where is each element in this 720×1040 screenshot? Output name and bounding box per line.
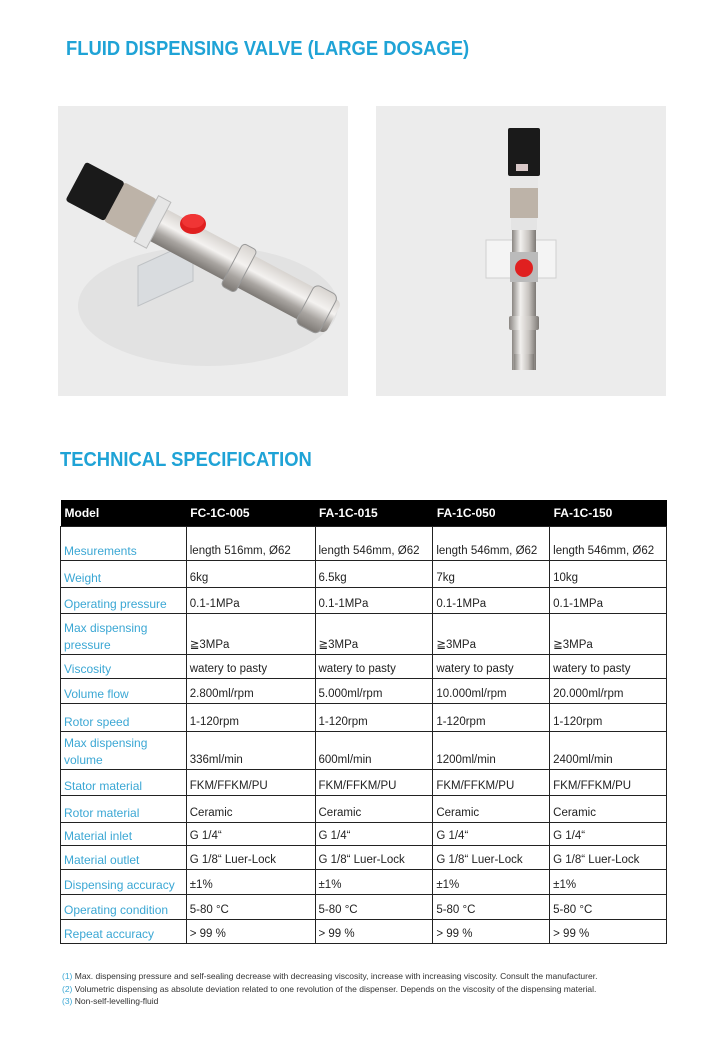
- spec-table: [60, 500, 667, 944]
- footnote: [62, 983, 597, 996]
- footnote-number: (2): [62, 983, 73, 994]
- table-cell: ≧3MPa: [186, 614, 315, 655]
- table-cell: G 1/4“: [315, 823, 433, 846]
- table-cell: FKM/FFKM/PU: [550, 770, 667, 796]
- table-cell: Ceramic: [550, 796, 667, 823]
- table-cell: ≧3MPa: [433, 614, 550, 655]
- table-cell: 5-80 °C: [315, 895, 433, 920]
- table-cell: Ceramic: [315, 796, 433, 823]
- table-row: [61, 796, 667, 823]
- row-label: Repeat accuracy: [61, 920, 187, 944]
- table-row: [61, 895, 667, 920]
- header-cell: FA-1C-015: [315, 500, 433, 527]
- table-cell: > 99 %: [186, 920, 315, 944]
- table-cell: 0.1-1MPa: [315, 588, 433, 614]
- table-cell: 0.1-1MPa: [550, 588, 667, 614]
- table-cell: FKM/FFKM/PU: [315, 770, 433, 796]
- header-cell: Model: [61, 500, 187, 527]
- table-cell: ≧3MPa: [315, 614, 433, 655]
- table-cell: 1-120rpm: [315, 704, 433, 732]
- table-cell: watery to pasty: [550, 655, 667, 679]
- table-cell: FKM/FFKM/PU: [186, 770, 315, 796]
- table-row: [61, 527, 667, 561]
- table-cell: 0.1-1MPa: [433, 588, 550, 614]
- row-label: Rotor speed: [61, 704, 187, 732]
- row-label: Material outlet: [61, 846, 187, 870]
- table-cell: 2.800ml/rpm: [186, 679, 315, 704]
- table-cell: G 1/8“ Luer-Lock: [433, 846, 550, 870]
- row-label: Volume flow: [61, 679, 187, 704]
- table-row: [61, 846, 667, 870]
- table-cell: ±1%: [315, 870, 433, 895]
- row-label: Rotor material: [61, 796, 187, 823]
- footnote-number: (1): [62, 971, 73, 981]
- table-cell: ±1%: [186, 870, 315, 895]
- table-header-row: [61, 500, 667, 527]
- table-cell: 5-80 °C: [186, 895, 315, 920]
- table-cell: 2400ml/min: [550, 732, 667, 770]
- table-cell: 5-80 °C: [550, 895, 667, 920]
- table-row: [61, 588, 667, 614]
- table-cell: G 1/8“ Luer-Lock: [315, 846, 433, 870]
- table-row: [61, 920, 667, 944]
- table-cell: G 1/4“: [186, 823, 315, 846]
- table-cell: G 1/4“: [550, 823, 667, 846]
- row-label: Weight: [61, 561, 187, 588]
- table-cell: length 546mm, Ø62: [550, 527, 667, 561]
- table-cell: 6.5kg: [315, 561, 433, 588]
- table-cell: 10kg: [550, 561, 667, 588]
- row-label: Max dispensing volume: [61, 732, 187, 770]
- spec-table-body: [61, 527, 667, 944]
- table-cell: 7kg: [433, 561, 550, 588]
- footnote-text: Volumetric dispensing as absolute deviation related to one revolution of the dispenser. Depends on the viscosity of the dispensing material.: [72, 983, 597, 994]
- table-cell: ±1%: [433, 870, 550, 895]
- table-cell: ≧3MPa: [550, 614, 667, 655]
- valve-angled-illustration: [58, 106, 348, 396]
- footnote: [62, 970, 597, 983]
- table-cell: Ceramic: [433, 796, 550, 823]
- table-cell: 20.000ml/rpm: [550, 679, 667, 704]
- table-row: [61, 704, 667, 732]
- footnote-number: (3): [62, 996, 73, 1006]
- row-label: Stator material: [61, 770, 187, 796]
- footnote-text: Non-self-levelling-fluid: [72, 996, 159, 1006]
- table-cell: G 1/8“ Luer-Lock: [550, 846, 667, 870]
- table-cell: length 516mm, Ø62: [186, 527, 315, 561]
- row-label: Dispensing accuracy: [61, 870, 187, 895]
- table-cell: 336ml/min: [186, 732, 315, 770]
- table-cell: ±1%: [550, 870, 667, 895]
- row-label: Max dispensing pressure: [61, 614, 187, 655]
- table-cell: length 546mm, Ø62: [433, 527, 550, 561]
- table-cell: 600ml/min: [315, 732, 433, 770]
- table-cell: 1-120rpm: [433, 704, 550, 732]
- row-label: Viscosity: [61, 655, 187, 679]
- footnote-text: Max. dispensing pressure and self-sealing decrease with decreasing viscosity, increase with increasing viscosity. Consult the manufacturer.: [72, 971, 598, 981]
- section-title: TECHNICAL SPECIFICATION: [60, 449, 312, 471]
- page-title: FLUID DISPENSING VALVE (LARGE DOSAGE): [66, 38, 470, 60]
- table-row: [61, 679, 667, 704]
- table-row: [61, 770, 667, 796]
- table-cell: length 546mm, Ø62: [315, 527, 433, 561]
- valve-vertical-illustration: [376, 106, 666, 396]
- row-label: Operating pressure: [61, 588, 187, 614]
- table-cell: watery to pasty: [433, 655, 550, 679]
- table-cell: 1-120rpm: [550, 704, 667, 732]
- table-cell: Ceramic: [186, 796, 315, 823]
- header-cell: FA-1C-150: [550, 500, 667, 527]
- table-cell: G 1/8“ Luer-Lock: [186, 846, 315, 870]
- table-cell: 5-80 °C: [433, 895, 550, 920]
- table-cell: 1200ml/min: [433, 732, 550, 770]
- table-cell: 1-120rpm: [186, 704, 315, 732]
- row-label: Operating condition: [61, 895, 187, 920]
- table-row: [61, 655, 667, 679]
- table-cell: > 99 %: [433, 920, 550, 944]
- table-row: [61, 870, 667, 895]
- footnotes: [62, 970, 597, 1008]
- table-row: [61, 614, 667, 655]
- table-cell: 10.000ml/rpm: [433, 679, 550, 704]
- table-row: [61, 561, 667, 588]
- table-cell: 5.000ml/rpm: [315, 679, 433, 704]
- product-photo-angled: [58, 106, 348, 396]
- product-photo-vertical: [376, 106, 666, 396]
- table-row: [61, 732, 667, 770]
- table-row: [61, 823, 667, 846]
- table-cell: watery to pasty: [186, 655, 315, 679]
- table-cell: G 1/4“: [433, 823, 550, 846]
- table-cell: > 99 %: [550, 920, 667, 944]
- table-cell: FKM/FFKM/PU: [433, 770, 550, 796]
- footnote: [62, 995, 597, 1008]
- row-label: Mesurements: [61, 527, 187, 561]
- table-cell: 0.1-1MPa: [186, 588, 315, 614]
- table-cell: watery to pasty: [315, 655, 433, 679]
- table-cell: > 99 %: [315, 920, 433, 944]
- header-cell: FA-1C-050: [433, 500, 550, 527]
- header-cell: FC-1C-005: [186, 500, 315, 527]
- table-cell: 6kg: [186, 561, 315, 588]
- row-label: Material inlet: [61, 823, 187, 846]
